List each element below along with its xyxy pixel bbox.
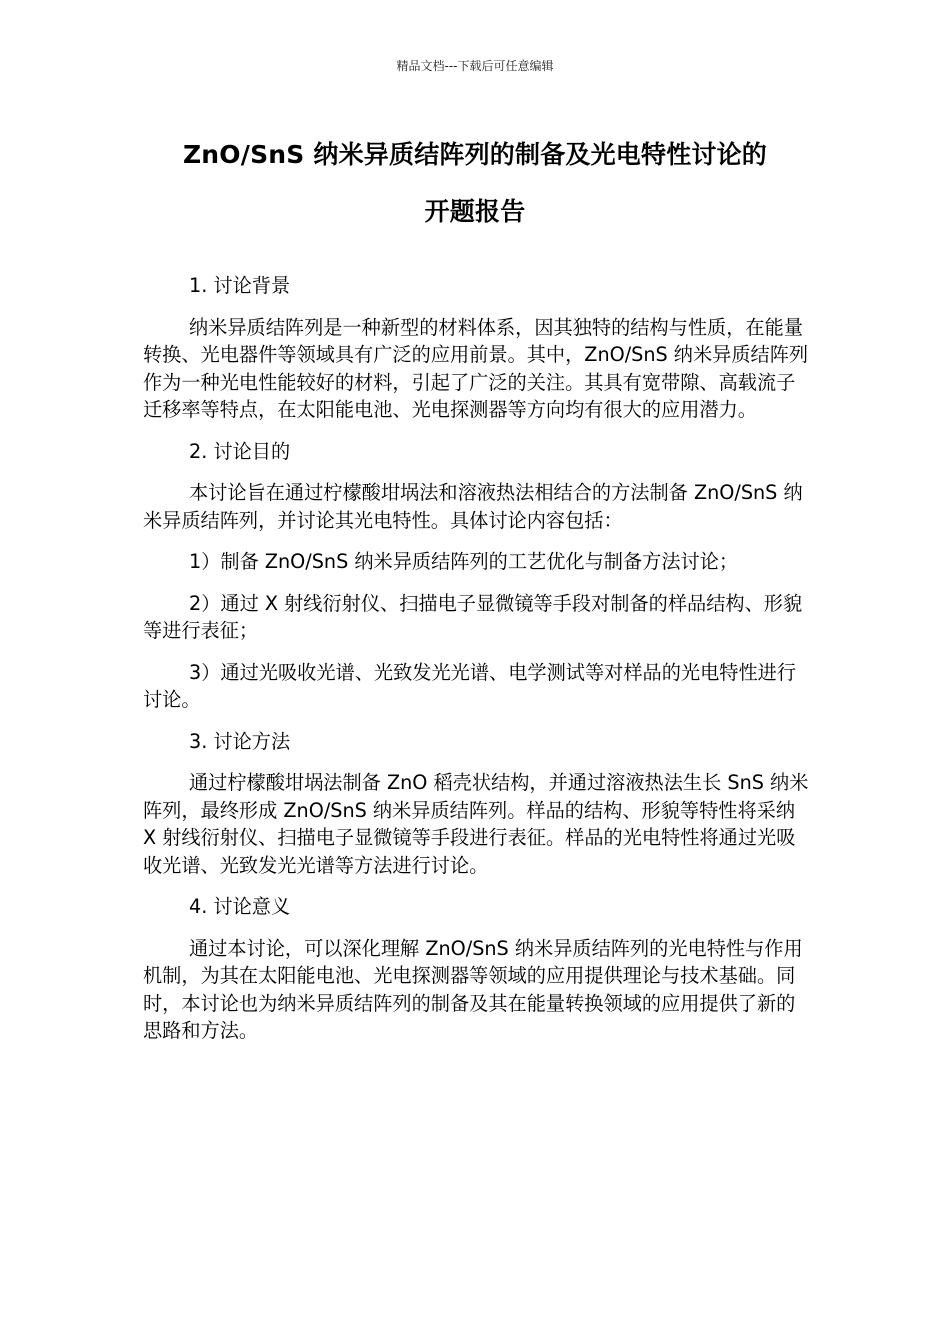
document-title-line-2: 开题报告	[424, 197, 526, 226]
section-heading-background: 1. 讨论背景	[189, 274, 291, 297]
section-heading-significance: 4. 讨论意义	[189, 895, 291, 918]
list-item-purpose-3: 3）通过光吸收光谱、光致发光光谱、电学测试等对样品的光电特性进行讨论。	[143, 660, 797, 711]
document-body	[143, 272, 809, 1059]
paragraph-purpose-intro: 本讨论旨在通过柠檬酸坩埚法和溶液热法相结合的方法制备 ZnO/SnS 纳米异质结阵列，并讨论其光电特性。具体讨论内容包括：	[143, 481, 803, 532]
section-heading-method: 3. 讨论方法	[189, 729, 291, 753]
list-item-purpose-2: 2）通过 X 射线衍射仪、扫描电子显微镜等手段对制备的样品结构、形貌等进行表征；	[143, 591, 803, 642]
section-heading-purpose: 2. 讨论目的	[189, 439, 291, 463]
list-item-purpose-1: 1）制备 ZnO/SnS 纳米异质结阵列的工艺优化与制备方法讨论；	[189, 550, 739, 573]
paragraph-significance: 通过本讨论，可以深化理解 ZnO/SnS 纳米异质结阵列的光电特性与作用机制，为其在太阳能电池、光电探测器等领域的应用提供理论与技术基础。同时，本讨论也为纳米异质结阵列的制备及其在能量转换领域的应用提供了新的思路和方法。	[143, 936, 803, 1042]
document-title-line-1: ZnO/SnS 纳米异质结阵列的制备及光电特性讨论的	[182, 140, 768, 169]
paragraph-background: 纳米异质结阵列是一种新型的材料体系，因其独特的结构与性质，在能量转换、光电器件等领域具有广泛的应用前景。其中，ZnO/SnS 纳米异质结阵列作为一种光电性能较好的材料，引起了广泛的关注。其具有宽带隙、高载流子迁移率等特点，在太阳能电池、光电探测器等方向均有很大的应用潜力。	[143, 315, 809, 421]
page-header-note: 精品文档---下载后可任意编辑	[396, 59, 554, 73]
paragraph-method: 通过柠檬酸坩埚法制备 ZnO 稻壳状结构，并通过溶液热法生长 SnS 纳米阵列，最终形成 ZnO/SnS 纳米异质结阵列。样品的结构、形貌等特性将采纳 X 射线衍射仪、扫描电子显微镜等手段进行表征。样品的光电特性将通过光吸收光谱、光致发光光谱等方法进行讨论。	[143, 771, 809, 877]
